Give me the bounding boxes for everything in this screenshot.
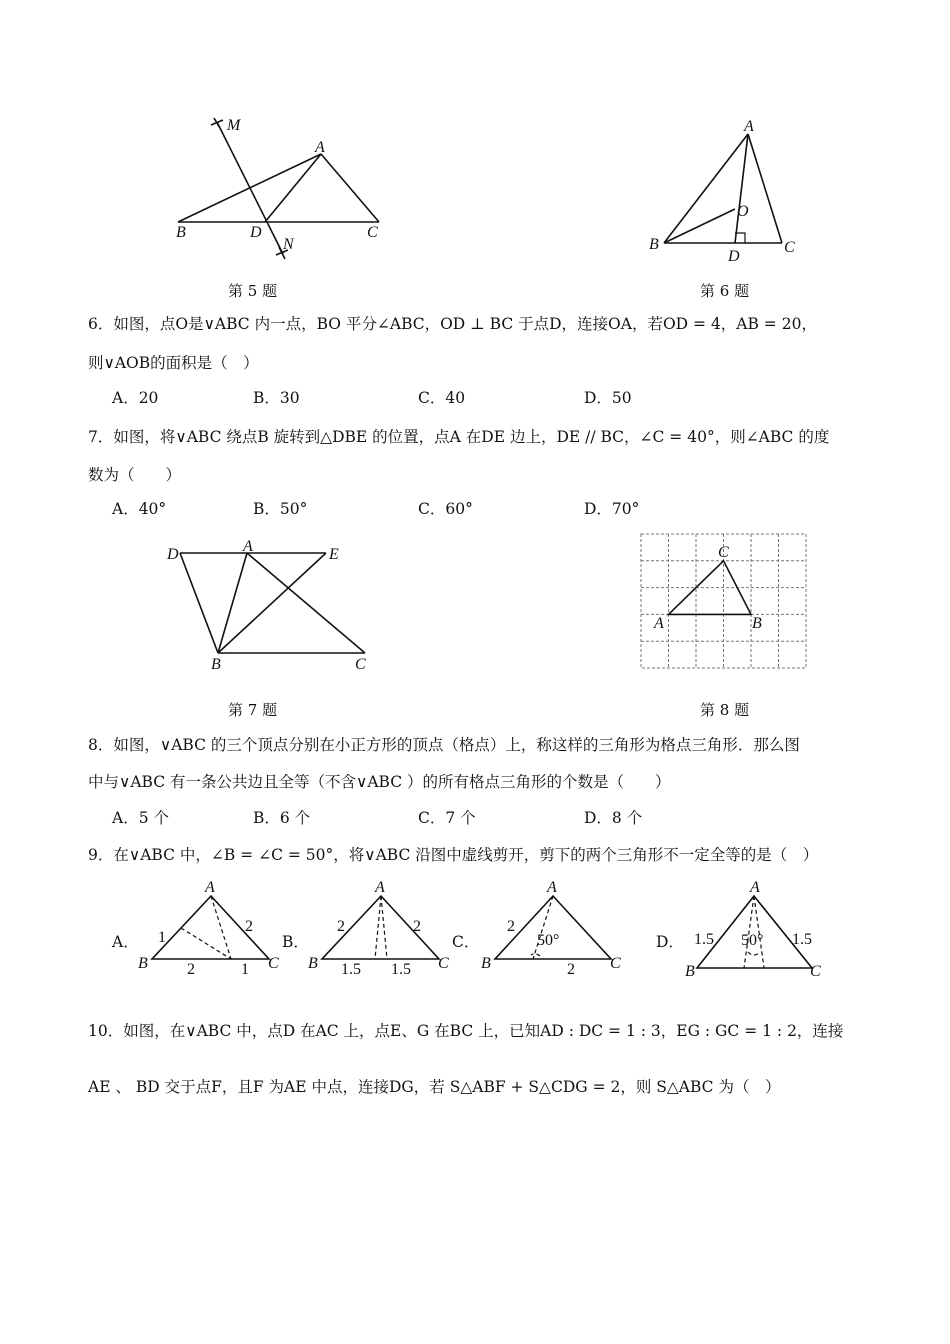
figure-9b [305,876,460,976]
caption-q6: 第 6 题 [700,282,750,300]
label-A: A [375,879,385,896]
side-label-3: 1.5 [341,961,361,976]
label-M: M [227,117,241,134]
q7-option-a: A．40° [112,500,167,518]
caption-q8: 第 8 题 [700,701,750,719]
side-label-1: 2 [337,918,345,935]
side-label-4: 1 [241,961,249,976]
q9-line1: 9．在∨ABC 中，∠B = ∠C = 50°，将∨ABC 沿图中虚线剪开，剪下的两个三角形不一定全等的是（ ） [88,846,819,864]
side-label-1: 2 [507,918,515,935]
label-D: D [167,546,179,563]
side-label-2: 2 [245,918,253,935]
figure-5 [160,110,400,270]
q6-line1: 6．如图，点O是∨ABC 内一点，BO 平分∠ABC，OD ⊥ BC 于点D，连接OA，若OD = 4，AB = 20， [88,315,817,333]
label-B: B [138,955,148,972]
caption-q5: 第 5 题 [228,282,278,300]
label-A: A [744,118,754,135]
q8-option-a: A．5 个 [112,809,169,827]
label-C: C [268,955,279,972]
label-B: B [649,236,659,253]
q7-option-b: B．50° [253,500,308,518]
side-label-2: 2 [413,918,421,935]
label-A: A [315,139,325,156]
q7-option-c: C．60° [418,500,473,518]
side-label-3: 2 [187,961,195,976]
label-B: B [211,656,221,673]
side-label-4: 1.5 [391,961,411,976]
label-O: O [737,203,749,220]
label-D: D [728,248,740,265]
q9-option-c: C． [452,933,480,951]
label-A: A [654,615,664,632]
side-label-2: 1.5 [792,931,812,948]
q7-line1: 7．如图，将∨ABC 绕点B 旋转到△DBE 的位置，点A 在DE 边上，DE // BC，∠C = 40°，则∠ABC 的度 [88,428,830,446]
q8-line2: 中与∨ABC 有一条公共边且全等（不含∨ABC ）的所有格点三角形的个数是（ ） [88,773,671,791]
label-C: C [718,544,729,561]
figure-8 [636,530,811,675]
side-label-1: 1.5 [694,931,714,948]
q6-option-b: B．30 [253,389,300,407]
q6-option-d: D．50 [584,389,632,407]
q7-line2: 数为（ ） [88,466,182,484]
q8-option-b: B．6 个 [253,809,311,827]
figure-6 [640,115,810,265]
q7-option-d: D．70° [584,500,640,518]
figure-9d [682,876,842,976]
label-D: D [250,224,262,241]
label-B: B [752,615,762,632]
label-C: C [438,955,449,972]
label-A: A [205,879,215,896]
angle-label: 50° [741,932,764,949]
label-A: A [547,879,557,896]
label-A: A [750,879,760,896]
figure-7 [160,535,380,675]
q10-line1: 10．如图，在∨ABC 中，点D 在AC 上，点E、G 在BC 上，已知AD : DC = 1 : 3，EG : GC = 1 : 2，连接 [88,1022,844,1040]
label-B: B [685,963,695,976]
q10-line2: AE 、 BD 交于点F，且F 为AE 中点，连接DG，若 S△ABF + S△CDG = 2，则 S△ABC 为（ ） [88,1078,781,1096]
side-label-2: 2 [567,961,575,976]
label-C: C [610,955,621,972]
q6-option-a: A．20 [112,389,159,407]
label-A: A [243,538,253,555]
q9-option-a: A． [112,933,139,951]
figure-9a [135,876,290,976]
label-B: B [481,955,491,972]
q8-option-c: C．7 个 [418,809,476,827]
angle-label: 50° [537,932,560,949]
label-E: E [329,546,339,563]
label-C: C [355,656,366,673]
label-B: B [308,955,318,972]
q8-option-d: D．8 个 [584,809,643,827]
q8-line1: 8．如图，∨ABC 的三个顶点分别在小正方形的顶点（格点）上，称这样的三角形为格点三角形．那么图 [88,736,800,754]
label-C: C [810,963,821,976]
q9-option-b: B． [282,933,309,951]
q6-option-c: C．40 [418,389,466,407]
label-B: B [176,224,186,241]
caption-q7: 第 7 题 [228,701,278,719]
label-N: N [283,236,294,253]
label-C: C [367,224,378,241]
figure-9c [475,876,635,976]
q9-option-d: D． [656,933,684,951]
label-C: C [784,239,795,256]
q6-line2: 则∨AOB的面积是（ ） [88,354,259,372]
side-label-1: 1 [158,929,166,946]
